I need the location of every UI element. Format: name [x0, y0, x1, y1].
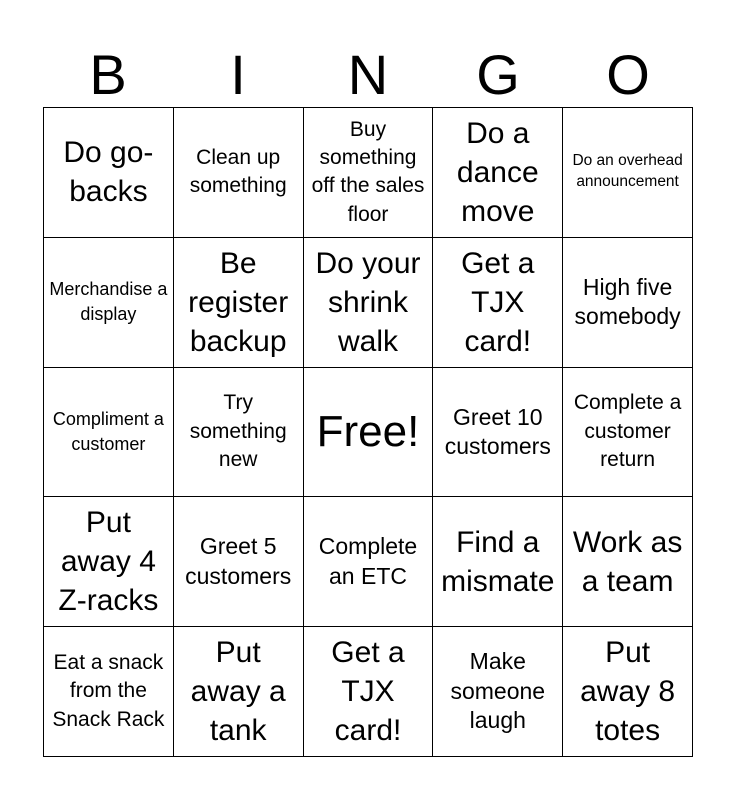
bingo-cell-r1-c1[interactable]: [44, 108, 174, 238]
free-space-text: Free!: [316, 406, 420, 456]
bingo-cell-r3-c4[interactable]: [433, 368, 563, 498]
bingo-header: [43, 44, 693, 106]
header-letter-n: N: [347, 43, 389, 106]
cell-text: Greet 5 customers: [185, 533, 292, 589]
cell-text: Complete an ETC: [318, 533, 418, 589]
cell-text: Do an overhead announcement: [572, 152, 683, 191]
cell-text: Try something new: [189, 391, 287, 472]
bingo-cell-r4-c5[interactable]: [563, 497, 693, 627]
bingo-cell-r1-c5[interactable]: [563, 108, 693, 238]
cell-text: Do your shrink walk: [315, 246, 421, 358]
bingo-cell-r2-c1[interactable]: [44, 238, 174, 368]
cell-text: Merchandise a display: [49, 279, 168, 325]
bingo-cell-r5-c4[interactable]: [433, 627, 563, 757]
bingo-cell-r5-c5[interactable]: [563, 627, 693, 757]
bingo-cell-r5-c1[interactable]: [44, 627, 174, 757]
cell-text: Put away 4 Z-racks: [58, 506, 159, 618]
cell-text: Buy something off the sales floor: [311, 117, 425, 226]
bingo-cell-r2-c4[interactable]: [433, 238, 563, 368]
bingo-cell-free[interactable]: [304, 368, 434, 498]
bingo-cell-r3-c5[interactable]: [563, 368, 693, 498]
header-letter-b: B: [89, 43, 127, 106]
cell-text: Work as a team: [572, 525, 683, 598]
cell-text: Clean up something: [189, 146, 287, 198]
cell-text: Complete a customer return: [573, 391, 682, 472]
bingo-cell-r1-c3[interactable]: [304, 108, 434, 238]
header-letter-o: O: [606, 43, 650, 106]
cell-text: Compliment a customer: [52, 408, 164, 454]
cell-text: Do a dance move: [456, 116, 539, 228]
cell-text: Be register backup: [188, 246, 289, 358]
cell-text: High five somebody: [574, 273, 681, 330]
cell-text: Get a TJX card!: [331, 636, 405, 748]
bingo-cell-r1-c2[interactable]: [174, 108, 304, 238]
cell-text: Eat a snack from the Snack Rack: [52, 651, 165, 731]
bingo-cell-r5-c3[interactable]: [304, 627, 434, 757]
bingo-cell-r2-c2[interactable]: [174, 238, 304, 368]
bingo-grid: [43, 107, 693, 757]
header-letter-i: I: [230, 43, 246, 106]
bingo-cell-r4-c2[interactable]: [174, 497, 304, 627]
bingo-cell-r1-c4[interactable]: [433, 108, 563, 238]
cell-text: Put away a tank: [190, 636, 286, 748]
bingo-cell-r4-c1[interactable]: [44, 497, 174, 627]
bingo-cell-r3-c2[interactable]: [174, 368, 304, 498]
cell-text: Put away 8 totes: [580, 636, 676, 748]
bingo-cell-r2-c3[interactable]: [304, 238, 434, 368]
cell-text: Find a mismate: [441, 525, 555, 598]
cell-text: Make someone laugh: [450, 648, 546, 734]
cell-text: Greet 10 customers: [444, 403, 551, 459]
bingo-cell-r2-c5[interactable]: [563, 238, 693, 368]
cell-text: Get a TJX card!: [461, 246, 535, 358]
bingo-cell-r4-c4[interactable]: [433, 497, 563, 627]
bingo-cell-r5-c2[interactable]: [174, 627, 304, 757]
bingo-cell-r3-c1[interactable]: [44, 368, 174, 498]
bingo-cell-r4-c3[interactable]: [304, 497, 434, 627]
cell-text: Do go-backs: [63, 136, 154, 209]
header-letter-g: G: [476, 43, 520, 106]
